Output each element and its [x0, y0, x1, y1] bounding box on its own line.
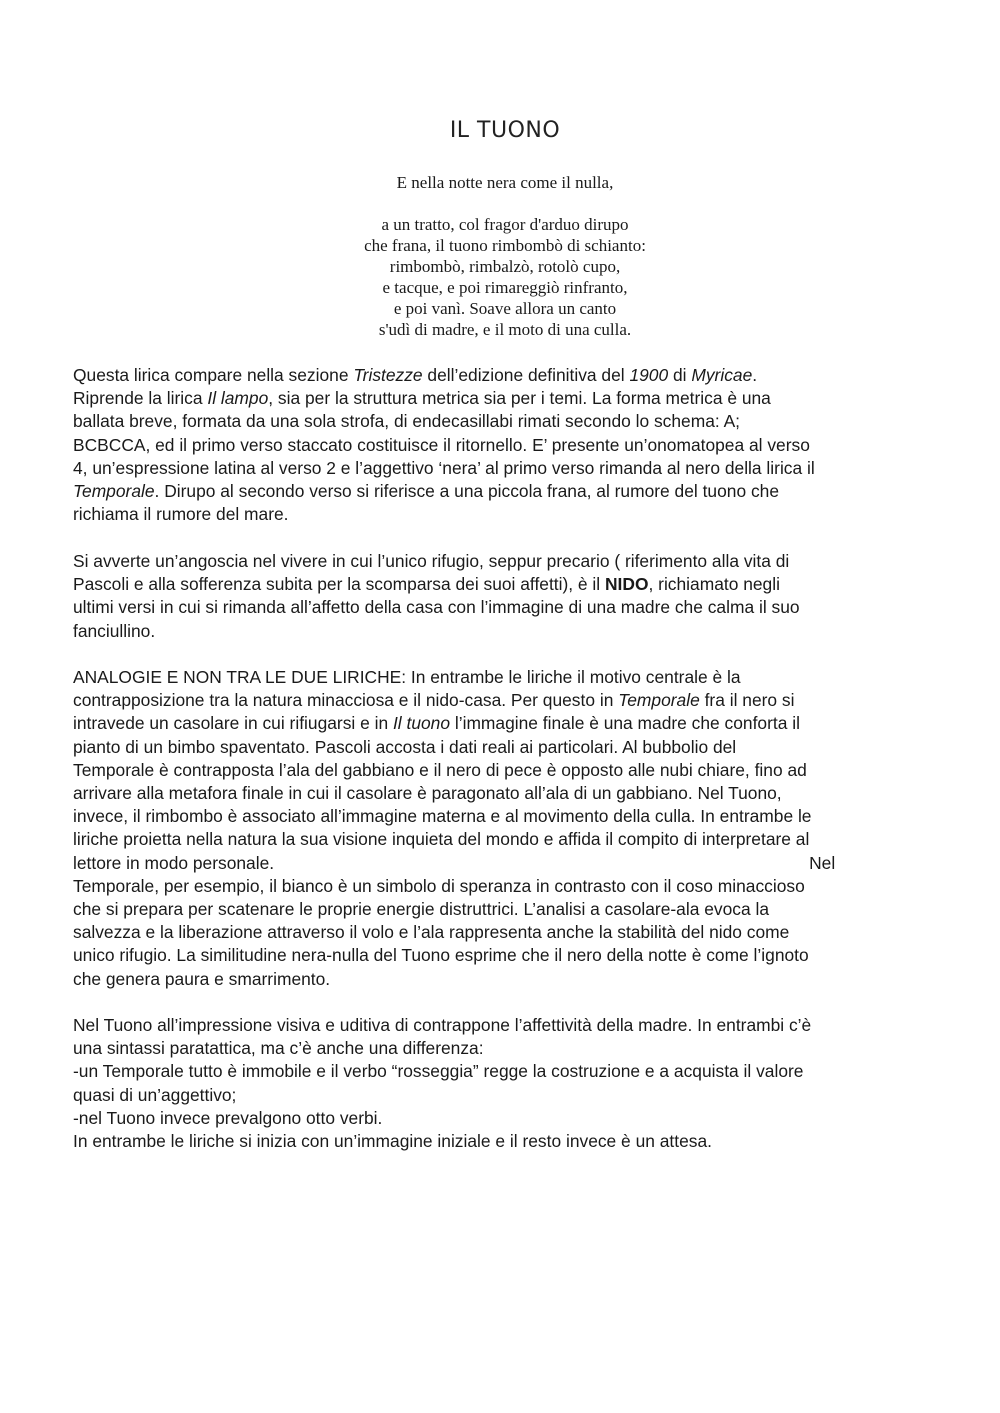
text-line: ANALOGIE E NON TRA LE DUE LIRICHE: In entrambe le liriche il motivo centrale è la — [73, 667, 741, 687]
text-line: salvezza e la liberazione attraverso il volo e l’ala rappresenta anche la stabilità del nido come — [73, 922, 790, 943]
text-line: ultimi versi in cui si rimanda all’affetto della casa con l’immagine di una madre che calma il suo — [73, 597, 800, 618]
text-line: -un Temporale tutto è immobile e il verbo “rosseggia” regge la costruzione e a acquista il valore — [73, 1061, 804, 1082]
text-line: In entrambe le liriche si inizia con un’immagine iniziale e il resto invece è un attesa. — [73, 1131, 712, 1152]
paragraph-anguish — [73, 550, 953, 643]
text-line: BCBCCA, ed il primo verso staccato costituisce il ritornello. E’ presente un’onomatopea al verso — [73, 434, 810, 455]
text-line: che si prepara per scatenare le proprie energie distruttrici. L’analisi a casolare-ala evoca la — [73, 899, 769, 920]
poem-line: s'udì di madre, e il moto di una culla. — [378, 320, 632, 339]
text-line: quasi di un’aggettivo; — [73, 1084, 237, 1105]
text-line: Temporale, per esempio, il bianco è un simbolo di speranza in contrasto con il coso minaccioso — [73, 875, 805, 896]
text-line: liriche proietta nella natura la sua visione inquieta del mondo e affida il compito di interpretare al — [73, 829, 810, 850]
poem-line: e poi vanì. Soave allora un canto — [393, 299, 617, 318]
poem-line: a un tratto, col fragor d'arduo dirupo — [381, 215, 629, 234]
text-line: Pascoli e alla sofferenza subita per la scomparsa dei suoi affetti), è il NIDO, richiamato negli — [73, 574, 780, 595]
text-line: intravede un casolare in cui rifiugarsi e in Il tuono l’immagine finale è una madre che conforta il — [73, 713, 800, 734]
poem-stanza — [0, 214, 1000, 340]
text-line: ballata breve, formata da una sola strofa, di endecasillabi rimati secondo lo schema: A; — [73, 411, 741, 432]
paragraph-differences — [73, 1014, 953, 1153]
text-line: invece, il rimbombo è associato all’immagine materna e al movimento della culla. In entrambe le — [73, 806, 812, 827]
text-line: Temporale è contrapposta l’ala del gabbiano e il nero di pece è opposto alle nubi chiare, fino ad — [73, 759, 807, 780]
text-line: che genera paura e smarrimento. — [73, 968, 331, 989]
text-line: Questa lirica compare nella sezione Tristezze dell’edizione definitiva del 1900 di Myricae. — [73, 365, 758, 385]
poem-line: che frana, il tuono rimbombò di schianto: — [364, 236, 646, 255]
poem-line: e tacque, e poi rimareggiò rinfranto, — [382, 278, 628, 297]
text-line: -nel Tuono invece prevalgono otto verbi. — [73, 1107, 383, 1128]
text-line: fanciullino. — [73, 620, 156, 641]
text-line: lettore in modo personale. Nel — [73, 852, 836, 873]
text-line: contrapposizione tra la natura minacciosa e il nido-casa. Per questo in Temporale fra il nero si — [73, 690, 795, 711]
text-line: Temporale. Dirupo al secondo verso si riferisce a una piccola frana, al rumore del tuono che — [73, 481, 779, 502]
poem-line: E nella notte nera come il nulla, — [396, 173, 614, 192]
text-line: unico rifugio. La similitudine nera-nulla del Tuono esprime che il nero della notte è come l’ignoto — [73, 945, 809, 966]
poem-opening — [0, 172, 1000, 193]
text-line: arrivare alla metafora finale in cui il casolare è paragonato all’ala di un gabbiano. Nel Tuono, — [73, 783, 782, 804]
text-line: pianto di un bimbo spaventato. Pascoli accosta i dati reali ai particolari. Al bubbolio del — [73, 736, 737, 757]
page-title: IL TUONO — [449, 118, 561, 143]
text-line: Si avverte un’angoscia nel vivere in cui l’unico rifugio, seppur precario ( riferimento alla vita di — [73, 551, 790, 571]
paragraph-introduction — [73, 364, 953, 526]
poem-line: rimbombò, rimbalzò, rotolò cupo, — [389, 257, 621, 276]
text-line: Riprende la lirica Il lampo, sia per la struttura metrica sia per i temi. La forma metrica è una — [73, 388, 771, 409]
text-line: Nel Tuono all’impressione visiva e uditiva di contrappone l’affettività della madre. In entrambi c’è — [73, 1015, 812, 1035]
text-line: 4, un’espressione latina al verso 2 e l’aggettivo ‘nera’ al primo verso rimanda al nero della lirica il — [73, 457, 815, 478]
paragraph-analogies — [73, 666, 953, 991]
text-line: una sintassi paratattica, ma c’è anche una differenza: — [73, 1038, 484, 1059]
text-line: richiama il rumore del mare. — [73, 504, 289, 525]
